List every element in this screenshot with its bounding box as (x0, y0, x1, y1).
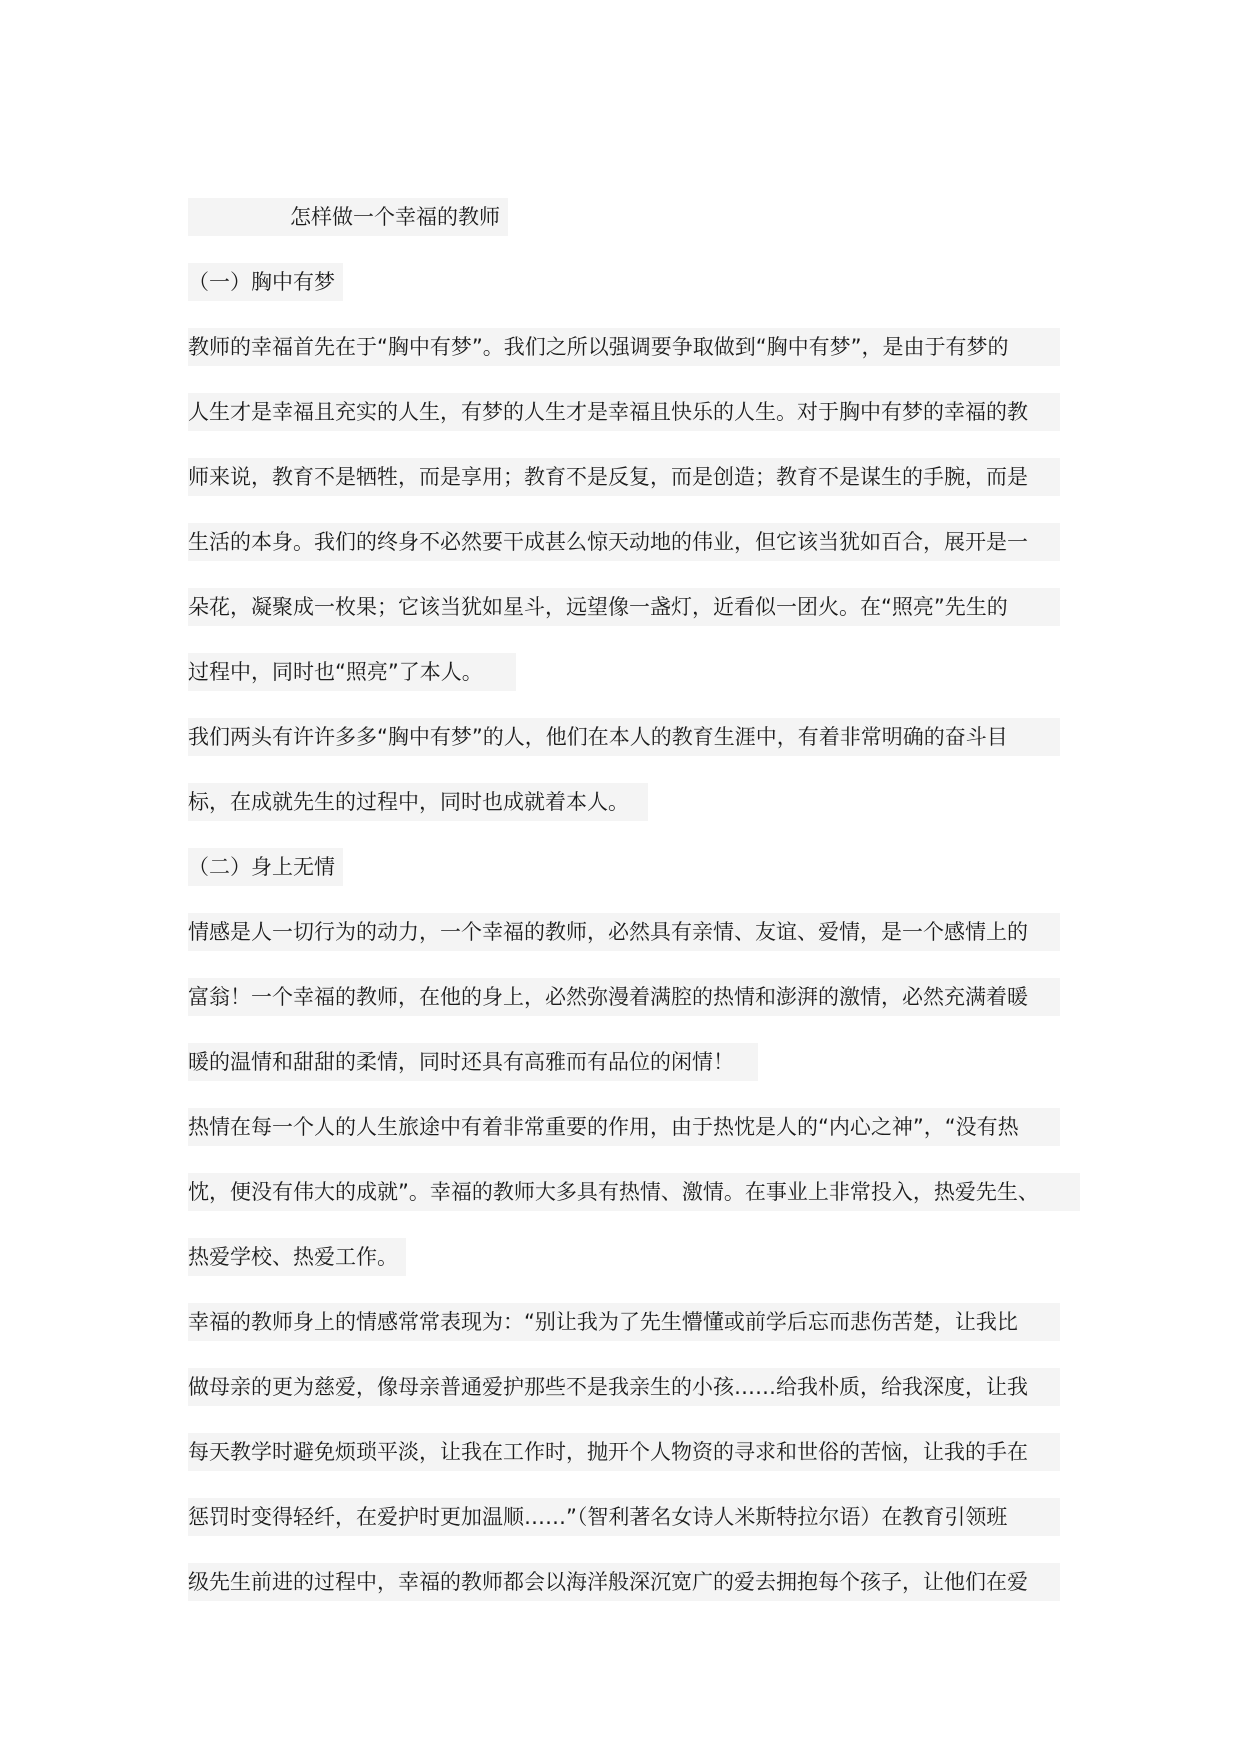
section-heading: （二）身上无情 (188, 848, 343, 886)
paragraph-line: 人生才是幸福且充实的人生，有梦的人生才是幸福且快乐的人生。对于胸中有梦的幸福的教 (188, 393, 1060, 431)
paragraph-line: 朵花，凝聚成一枚果；它该当犹如星斗，远望像一盏灯，近看似一团火。在“照亮”先生的 (188, 588, 1060, 626)
section-heading: （一）胸中有梦 (188, 263, 343, 301)
paragraph-line: 热爱学校、热爱工作。 (188, 1238, 406, 1276)
document-title: 怎样做一个幸福的教师 (188, 198, 508, 236)
paragraph-line: 标，在成就先生的过程中，同时也成就着本人。 (188, 783, 648, 821)
paragraph-line: 每天教学时避免烦琐平淡，让我在工作时，抛开个人物资的寻求和世俗的苦恼，让我的手在 (188, 1433, 1060, 1471)
paragraph-line: 教师的幸福首先在于“胸中有梦”。我们之所以强调要争取做到“胸中有梦”，是由于有梦的 (188, 328, 1060, 366)
paragraph-line: 幸福的教师身上的情感常常表现为：“别让我为了先生懵懂或前学后忘而悲伤苦楚，让我比 (188, 1303, 1060, 1341)
paragraph-line: 过程中，同时也“照亮”了本人。 (188, 653, 516, 691)
paragraph-line: 师来说，教育不是牺牲，而是享用；教育不是反复，而是创造；教育不是谋生的手腕，而是 (188, 458, 1060, 496)
paragraph-line: 忱，便没有伟大的成就”。幸福的教师大多具有热情、激情。在事业上非常投入，热爱先生、 (188, 1173, 1080, 1211)
paragraph-line: 热情在每一个人的人生旅途中有着非常重要的作用，由于热忱是人的“内心之神”，“没有热 (188, 1108, 1060, 1146)
paragraph-line: 富翁！一个幸福的教师，在他的身上，必然弥漫着满腔的热情和澎湃的激情，必然充满着暖 (188, 978, 1060, 1016)
paragraph-line: 暖的温情和甜甜的柔情，同时还具有高雅而有品位的闲情！ (188, 1043, 758, 1081)
paragraph-line: 情感是人一切行为的动力，一个幸福的教师，必然具有亲情、友谊、爱情，是一个感情上的 (188, 913, 1060, 951)
paragraph-line: 做母亲的更为慈爱，像母亲普通爱护那些不是我亲生的小孩……给我朴质，给我深度，让我 (188, 1368, 1060, 1406)
paragraph-line: 惩罚时变得轻纤，在爱护时更加温顺……”（智利著名女诗人米斯特拉尔语）在教育引领班 (188, 1498, 1060, 1536)
paragraph-line: 级先生前进的过程中，幸福的教师都会以海洋般深沉宽广的爱去拥抱每个孩子，让他们在爱 (188, 1563, 1060, 1601)
paragraph-line: 生活的本身。我们的终身不必然要干成甚么惊天动地的伟业，但它该当犹如百合，展开是一 (188, 523, 1060, 561)
paragraph-line: 我们两头有许许多多“胸中有梦”的人，他们在本人的教育生涯中，有着非常明确的奋斗目 (188, 718, 1060, 756)
